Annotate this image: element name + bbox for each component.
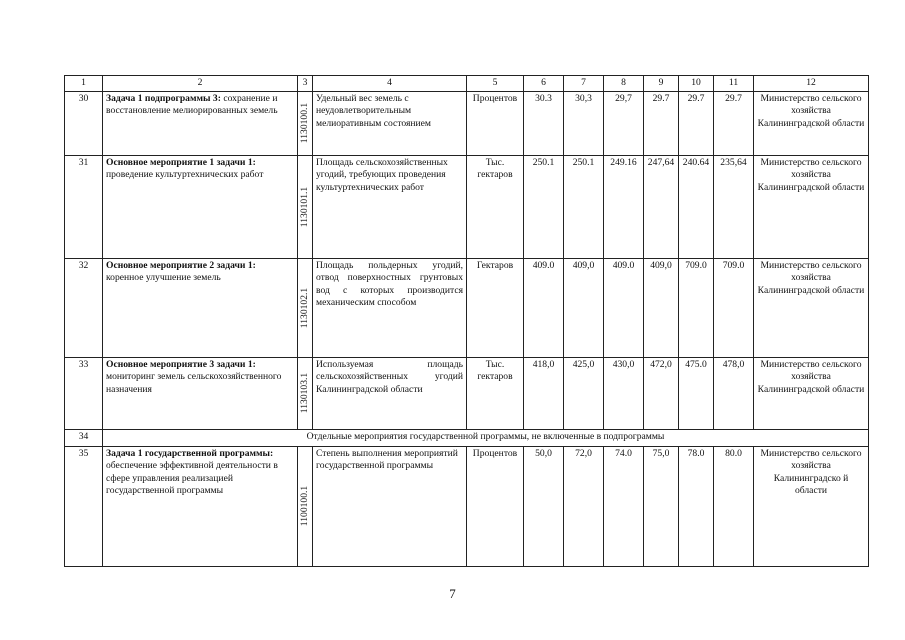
value-cell: 72,0 <box>564 446 604 566</box>
indicator-cell: Площадь польдерных угодий, отвод поверхностных грунтовых вод с которых производится механическим способом <box>313 258 467 357</box>
unit-cell: Тыс. гектаров <box>467 357 524 429</box>
row-number: 35 <box>65 446 103 566</box>
header-cell: 12 <box>754 76 869 92</box>
value-cell: 430,0 <box>604 357 644 429</box>
value-cell: 29,7 <box>604 91 644 155</box>
code-cell <box>298 357 313 429</box>
value-cell: 425,0 <box>564 357 604 429</box>
table-row <box>65 91 869 155</box>
value-cell: 418,0 <box>524 357 564 429</box>
row-number: 30 <box>65 91 103 155</box>
value-cell: 247,64 <box>644 155 679 258</box>
responsible-cell: Министерство сельского хозяйства Калининградской области <box>754 258 869 357</box>
indicator-cell: Удельный вес земель с неудовлетворительным мелиоративным состоянием <box>313 91 467 155</box>
header-cell: 7 <box>564 76 604 92</box>
value-cell: 709.0 <box>679 258 714 357</box>
task-title: Основное мероприятие 2 задачи 1: <box>106 259 256 271</box>
indicator-cell: Площадь сельскохозяйственных угодий, требующих проведения культуртехнических работ <box>313 155 467 258</box>
header-cell: 9 <box>644 76 679 92</box>
value-cell: 29.7 <box>644 91 679 155</box>
row-number: 32 <box>65 258 103 357</box>
unit-cell: Процентов <box>467 91 524 155</box>
header-cell: 11 <box>714 76 754 92</box>
value-cell: 475.0 <box>679 357 714 429</box>
indicators-table <box>64 75 869 567</box>
header-cell: 5 <box>467 76 524 92</box>
responsible-cell: Министерство сельского хозяйства Калининградско й области <box>754 446 869 566</box>
task-cell <box>103 155 298 258</box>
header-cell: 6 <box>524 76 564 92</box>
task-text: сохранение и восстановление мелиорированных земель <box>106 92 278 116</box>
header-row <box>65 76 869 92</box>
value-cell: 235,64 <box>714 155 754 258</box>
code-cell <box>298 155 313 258</box>
code-cell <box>298 91 313 155</box>
value-cell: 74.0 <box>604 446 644 566</box>
section-heading: Отдельные мероприятия государственной программы, не включенные в подпрограммы <box>103 429 869 446</box>
header-cell: 1 <box>65 76 103 92</box>
task-cell <box>103 357 298 429</box>
indicator-cell: Используемая площадь сельскохозяйственных угодий Калининградской области <box>313 357 467 429</box>
table-row <box>65 357 869 429</box>
task-title: Задача 1 подпрограммы 3: <box>106 92 221 104</box>
value-cell: 478,0 <box>714 357 754 429</box>
table-row <box>65 446 869 566</box>
value-cell: 30.3 <box>524 91 564 155</box>
task-text: обеспечение эффективной деятельности в сфере управления реализацией государственной программы <box>106 460 278 496</box>
table-row <box>65 155 869 258</box>
row-number: 33 <box>65 357 103 429</box>
value-cell: 78.0 <box>679 446 714 566</box>
header-cell: 10 <box>679 76 714 92</box>
task-cell <box>103 258 298 357</box>
value-cell: 409.0 <box>604 258 644 357</box>
value-cell: 409,0 <box>644 258 679 357</box>
task-text: проведение культуртехнических работ <box>106 169 264 180</box>
value-cell: 29.7 <box>679 91 714 155</box>
value-cell: 80.0 <box>714 446 754 566</box>
value-cell: 409,0 <box>564 258 604 357</box>
table-row <box>65 429 869 446</box>
unit-cell: Процентов <box>467 446 524 566</box>
row-number: 31 <box>65 155 103 258</box>
responsible-cell: Министерство сельского хозяйства Калининградской области <box>754 91 869 155</box>
value-cell: 409.0 <box>524 258 564 357</box>
unit-cell: Тыс. гектаров <box>467 155 524 258</box>
task-text: мониторинг земель сельскохозяйственного назначения <box>106 371 282 395</box>
task-title: Основное мероприятие 1 задачи 1: <box>106 156 256 168</box>
responsible-cell: Министерство сельского хозяйства Калининградской области <box>754 357 869 429</box>
page-number: 7 <box>449 586 456 601</box>
task-cell <box>103 446 298 566</box>
header-cell: 2 <box>103 76 298 92</box>
code-cell <box>298 258 313 357</box>
task-title: Задача 1 государственной программы: <box>106 447 274 459</box>
value-cell: 472,0 <box>644 357 679 429</box>
indicator-code: 1130103.1 <box>298 372 310 414</box>
value-cell: 249.16 <box>604 155 644 258</box>
value-cell: 75,0 <box>644 446 679 566</box>
indicator-code: 1130101.1 <box>298 186 310 227</box>
code-cell <box>298 446 313 566</box>
responsible-cell: Министерство сельского хозяйства Калининградской области <box>754 155 869 258</box>
table-row <box>65 258 869 357</box>
indicator-code: 1100100.1 <box>298 485 310 527</box>
header-cell: 4 <box>313 76 467 92</box>
task-text: коренное улучшение земель <box>106 272 221 283</box>
value-cell: 30,3 <box>564 91 604 155</box>
value-cell: 50,0 <box>524 446 564 566</box>
value-cell: 29.7 <box>714 91 754 155</box>
task-cell <box>103 91 298 155</box>
indicator-cell: Степень выполнения мероприятий государственной программы <box>313 446 467 566</box>
value-cell: 250.1 <box>564 155 604 258</box>
header-cell: 8 <box>604 76 644 92</box>
indicator-code: 1130100.1 <box>298 102 310 144</box>
unit-cell: Гектаров <box>467 258 524 357</box>
indicator-code: 1130102.1 <box>298 287 310 328</box>
task-title: Основное мероприятие 3 задачи 1: <box>106 358 256 370</box>
value-cell: 240.64 <box>679 155 714 258</box>
value-cell: 709.0 <box>714 258 754 357</box>
row-number: 34 <box>65 429 103 446</box>
header-cell: 3 <box>298 76 313 92</box>
value-cell: 250.1 <box>524 155 564 258</box>
